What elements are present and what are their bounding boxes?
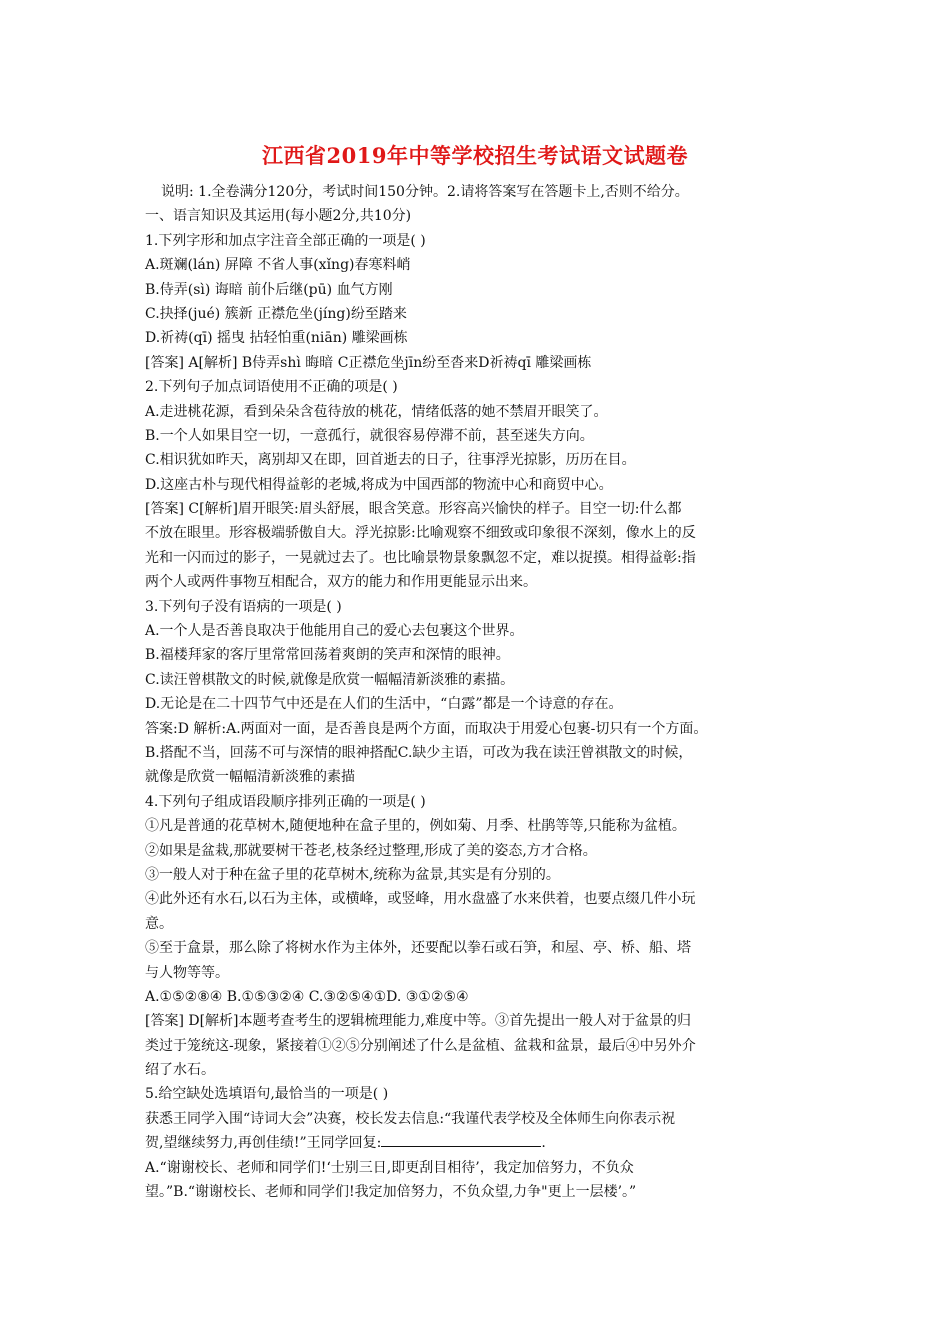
q2-option-b: B.一个人如果目空一切，一意孤行，就很容易停滞不前，甚至迷失方向。 [145, 427, 594, 444]
q4-sentence-5: ⑤至于盒景，那么除了将树水作为主体外，还要配以拳石或石笋，和屋、亭、桥、船、塔 [145, 940, 691, 957]
q4-sentence-2: ②如果是盆栽,那就要树干苍老,枝条经过整理,形成了美的姿态,方才合格。 [145, 842, 597, 859]
q3-option-c: C.读汪曾棋散文的时候,就像是欣赏一幅幅清新淡雅的素描。 [145, 671, 515, 688]
question-2: 2.下列句子加点词语使用不正确的项是( ) [145, 379, 398, 396]
q3-option-a: A.一个人是否善良取决于他能用自己的爱心去包裹这个世界。 [145, 623, 524, 640]
q3-answer-cont: B.搭配不当，回荡不可与深情的眼神搭配C.缺少主语，可改为我在读汪曾祺散文的时候， [145, 744, 693, 761]
question-3: 3.下列句子没有语病的一项是( ) [145, 598, 342, 615]
q2-answer-cont: 光和一闪而过的影子，一晃就过去了。也比喻景物景象飘忽不定，难以捉摸。相得益彰:指 [145, 549, 696, 566]
q2-answer-cont: 两个人或两件事物互相配合，双方的能力和作用更能显示出来。 [145, 574, 537, 591]
q5-context-cont: 贺,望继续努力,再创佳绩!”王同学回复: . [145, 1131, 825, 1155]
answer-blank [381, 1132, 541, 1147]
q5-option-b: 望。”B.“谢谢校长、老师和同学们!我定加倍努力，不负众望,力争"更上一层楼’。” [145, 1184, 637, 1201]
q4-answer: [答案] D[解析]本题考查考生的逻辑梳理能力,难度中等。③首先提出一般人对于盆景的归 [145, 1013, 691, 1030]
question-5: 5.给空缺处选填语句,最恰当的一项是( ) [145, 1086, 389, 1103]
q1-option-d: D.祈祷(qī) 摇曳 拈轻怕重(niān) 雕梁画栋 [145, 330, 408, 347]
q4-sentence-5-cont: 与人物等等。 [145, 964, 229, 981]
q2-answer-cont: 不放在眼里。形容极端骄傲自大。浮光掠影:比喻观察不细致或印象很不深刻，像水上的反 [145, 525, 696, 542]
q4-sentence-1: ①凡是普通的花草树木,随便地种在盒子里的，例如菊、月季、杜鹃等等,只能称为盆植。 [145, 818, 686, 835]
q2-option-d: D.这座古朴与现代相得益彰的老城,将成为中国西部的物流中心和商贸中心。 [145, 476, 613, 493]
q2-answer: [答案] C[解析]眉开眼笑:眉头舒展，眼含笑意。形容高兴愉快的样子。目空一切:什么都 [145, 501, 682, 518]
q1-option-b: B.侍弄(sì) 诲暗 前仆后继(pū) 血气方刚 [145, 281, 393, 298]
question-4: 4.下列句子组成语段顺序排列正确的一项是( ) [145, 793, 426, 810]
q5-option-a: A.“谢谢校长、老师和同学们!‘士别三日,即更刮目相待’，我定加倍努力，不负众 [145, 1159, 634, 1176]
q3-answer-cont: 就像是欣赏一幅幅清新淡雅的素描 [145, 769, 355, 786]
q1-option-a: A.斑斓(lán) 屏障 不省人事(xǐng)春寒料峭 [145, 257, 411, 274]
q4-answer-cont: 绍了水石。 [145, 1062, 215, 1079]
q2-option-c: C.相识犹如昨天，离别却又在即，回首逝去的日子，往事浮光掠影，历历在目。 [145, 452, 636, 469]
q4-options: A.①⑤②⑧④ B.①⑤③②④ C.③②⑤④①D. ③①②⑤④ [145, 988, 469, 1005]
question-1: 1.下列字形和加点字注音全部正确的一项是( ) [145, 232, 426, 249]
q4-sentence-3: ③一般人对于种在盆子里的花草树木,统称为盆景,其实是有分别的。 [145, 866, 560, 883]
section-heading: 一、语言知识及其运用(每小题2分,共10分) [145, 208, 412, 225]
q4-sentence-4-cont: 意。 [145, 915, 173, 932]
q3-option-b: B.福楼拜家的客厅里常常回荡着爽朗的笑声和深情的眼神。 [145, 647, 510, 664]
q3-answer: 答案:D 解析:A.两面对一面，是否善良是两个方面，而取决于用爱心包裹-切只有一个方面。 [145, 720, 708, 737]
page-title: 江西省2019年中等学校招生考试语文试题卷 [262, 143, 688, 168]
q5-context: 获悉王同学入围“诗词大会”决赛，校长发去信息:“我谨代表学校及全体师生向你表示祝 [145, 1110, 676, 1127]
exam-instructions: 说明: 1.全卷满分120分，考试时间150分钟。2.请将答案写在答题卡上,否则不给分。 [161, 184, 689, 200]
q4-answer-cont: 类过于笼统这-现象，紧接着①②⑤分别阐述了什么是盆植、盆栽和盆景，最后④中另外介 [145, 1037, 696, 1054]
document-body [145, 180, 825, 1204]
q1-answer: [答案] A[解析] B侍弄shì 晦暗 C正襟危坐jīn纷至沓来D祈祷qī 雕梁画栋 [145, 354, 592, 371]
q3-option-d: D.无论是在二十四节气中还是在人们的生活中，“白露”都是一个诗意的存在。 [145, 696, 623, 713]
q4-sentence-4: ④此外还有水石,以石为主体，或横峰，或竖峰，用水盘盛了水来供着，也要点缀几件小玩 [145, 891, 696, 908]
q2-option-a: A.走进桃花源，看到朵朵含苞待放的桃花，情绪低落的她不禁眉开眼笑了。 [145, 403, 608, 420]
q1-option-c: C.抉择(jué) 簇新 正襟危坐(jíng)纷至踏来 [145, 305, 407, 322]
